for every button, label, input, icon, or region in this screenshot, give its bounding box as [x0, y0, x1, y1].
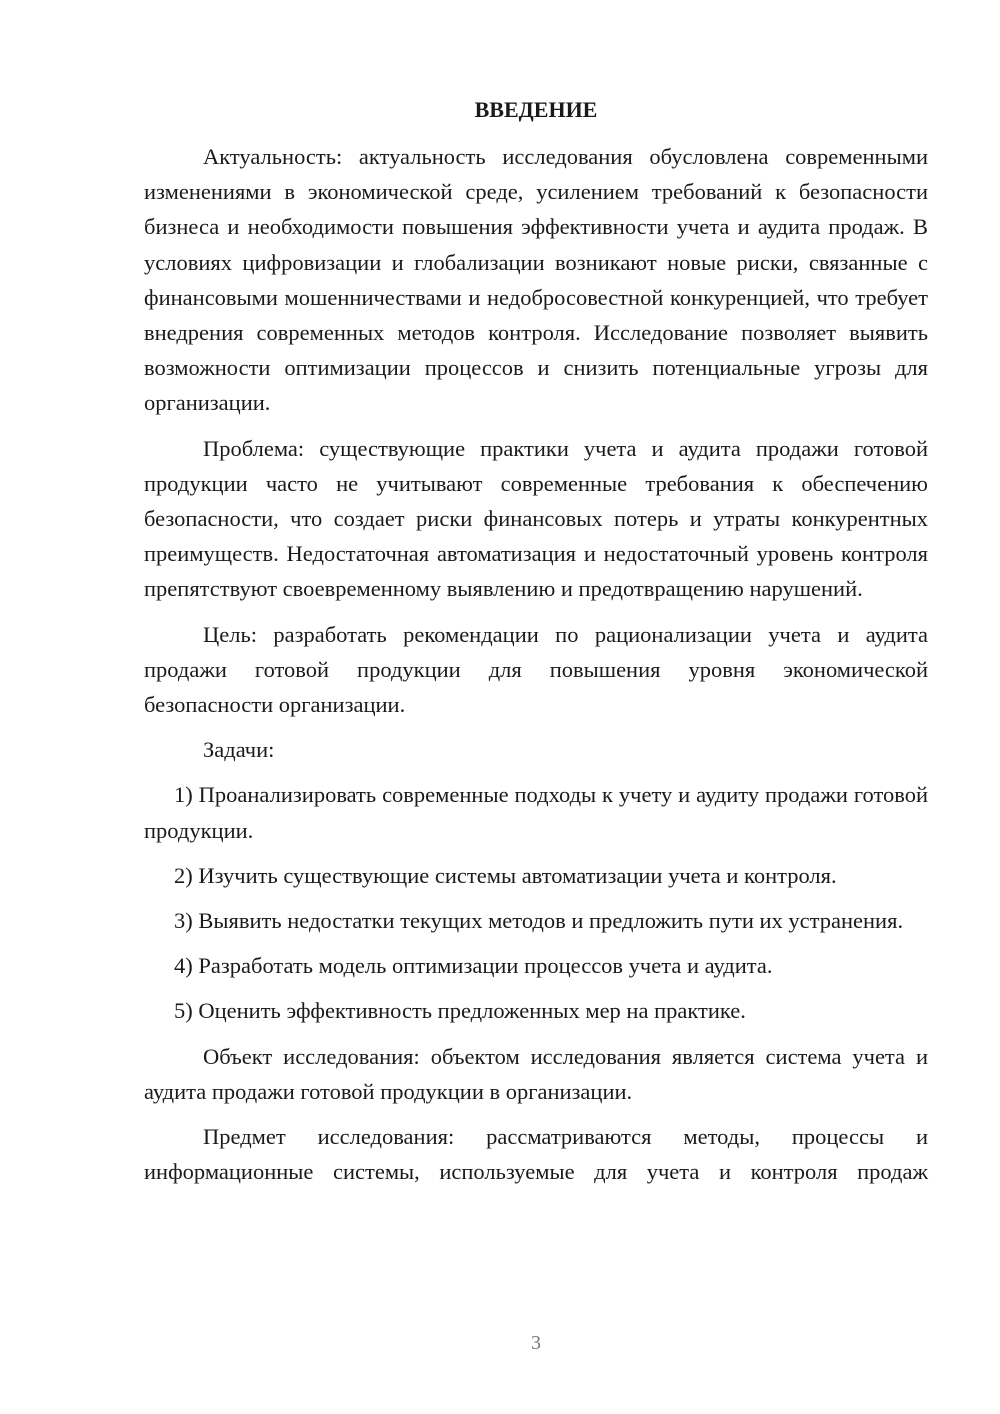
task-item: 3) Выявить недостатки текущих методов и предложить пути их устранения. [174, 908, 904, 934]
task-item: 5) Оценить эффективность предложенных мер на практике. [174, 998, 746, 1024]
task-item: 1) Проанализировать современные подходы к учету и аудиту продажи готовой продукции. [144, 782, 928, 843]
paragraph-problem: Проблема: существующие практики учета и аудита продажи готовой продукции часто не учитывают современные требования к обеспечению безопасности, что создает риски финансовых потерь и утраты конкурентных преимуществ. Недостаточная автоматизация и недостаточный уровень контроля препятствуют своевременному выявлению и предотвращению нарушений. [144, 435, 928, 602]
paragraph-subject: Предмет исследования: рассматриваются методы, процессы и информационные системы, используемые для учета и контроля продаж [144, 1124, 928, 1185]
paragraph-tasks-heading: Задачи: [203, 737, 275, 763]
paragraph-object: Объект исследования: объектом исследования является система учета и аудита продажи готовой продукции в организации. [144, 1043, 928, 1104]
task-item: 2) Изучить существующие системы автоматизации учета и контроля. [174, 862, 837, 888]
task-item: 4) Разработать модель оптимизации процессов учета и аудита. [174, 953, 773, 979]
paragraph-relevance: Актуальность: актуальность исследования обусловлена современными изменениями в экономической среде, усилением требований к безопасности бизнеса и необходимости повышения эффективности учета и аудита продаж. В условиях цифровизации и глобализации возникают новые риски, связанные с финансовыми мошенничествами и недобросовестной конкуренцией, что требует внедрения современных методов контроля. Исследование позволяет выявить возможности оптимизации процессов и снизить потенциальные угрозы для организации. [144, 144, 928, 416]
paragraph-goal: Цель: разработать рекомендации по рационализации учета и аудита продажи готовой продукции для повышения уровня экономической безопасности организации. [144, 621, 928, 718]
section-title: ВВЕДЕНИЕ [474, 97, 598, 122]
page-number: 3 [531, 1332, 541, 1354]
